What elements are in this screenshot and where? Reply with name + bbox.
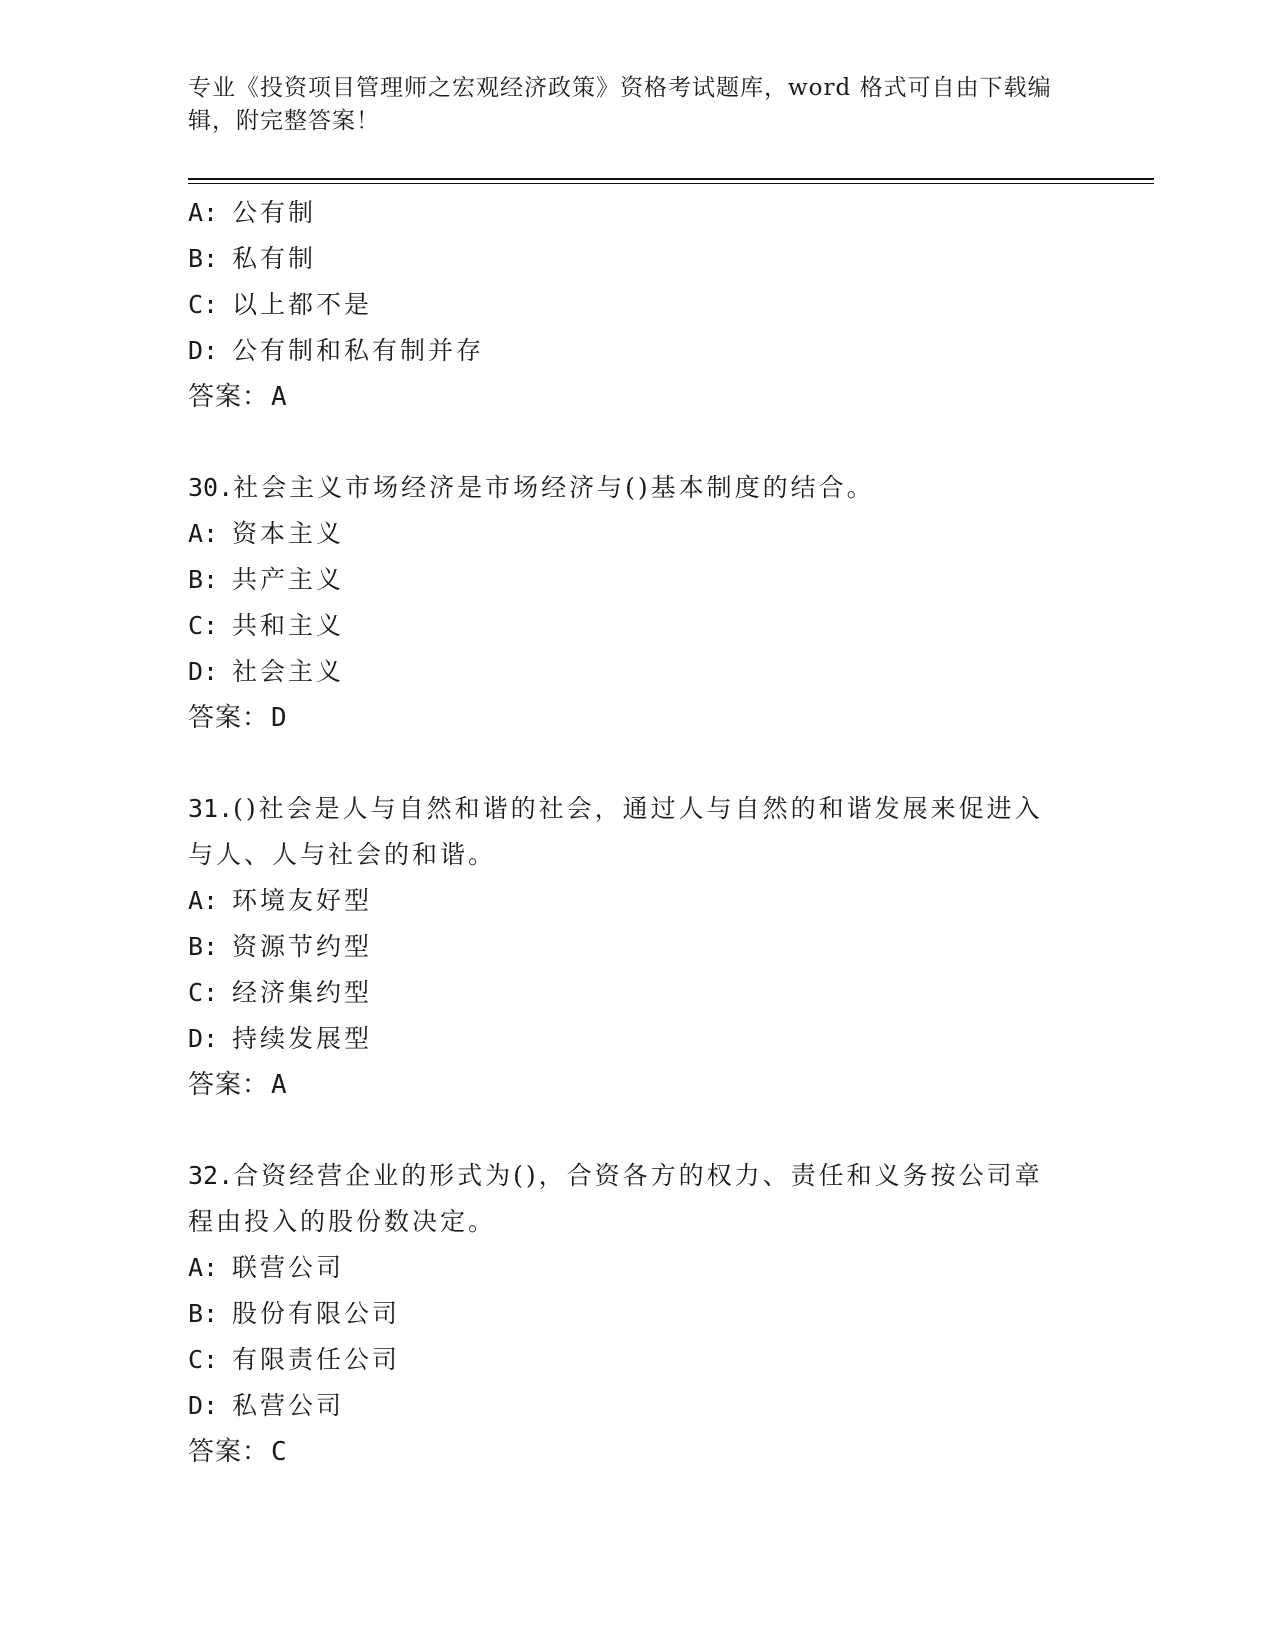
question-stem-line-1: 社会主义市场经济是市场经济与()基本制度的结合。 [233,473,875,502]
answer-label: 答案： [188,382,270,412]
question-block-31 [188,786,1088,1108]
question-number: 30. [188,473,234,502]
option-b [188,1291,1088,1337]
option-a [188,1245,1088,1291]
option-text: 公有制 [232,198,317,227]
header-divider-thin [188,183,1154,184]
option-c [188,970,1088,1016]
option-key: B: [188,565,219,594]
spacer [188,1108,1088,1153]
option-text: 股份有限公司 [232,1299,401,1328]
question-stem-line-1: ()社会是人与自然和谐的社会，通过人与自然的和谐发展来促进入 [233,794,1043,823]
question-stem-row-1 [188,1153,1088,1199]
option-d [188,328,1088,374]
question-block-30 [188,465,1088,741]
question-stem-row-1 [188,786,1088,832]
answer-line [188,1429,1088,1475]
option-c [188,603,1088,649]
option-key: A: [188,198,219,227]
option-key: A: [188,519,219,548]
answer-value: D [271,703,288,733]
question-stem [188,465,1088,511]
document-header [188,72,1068,138]
option-d [188,649,1088,695]
option-text: 共和主义 [232,611,345,640]
option-d [188,1016,1088,1062]
option-key: D: [188,1391,219,1420]
option-a [188,190,1088,236]
option-key: C: [188,1345,219,1374]
answer-value: A [271,382,288,412]
question-stem [188,786,1088,878]
question-number: 32. [188,1161,234,1190]
question-stem-line-2: 与人、人与社会的和谐。 [188,840,497,869]
question-stem [188,1153,1088,1245]
option-key: D: [188,336,219,365]
option-text: 私有制 [232,244,317,273]
answer-line [188,1062,1088,1108]
option-text: 持续发展型 [232,1024,373,1053]
option-d [188,1383,1088,1429]
question-block-32 [188,1153,1088,1475]
option-key: B: [188,932,219,961]
question-list [188,190,1088,1475]
option-text: 共产主义 [232,565,345,594]
option-text: 环境友好型 [232,886,373,915]
option-key: C: [188,978,219,1007]
option-text: 资本主义 [232,519,345,548]
option-key: D: [188,657,219,686]
question-stem-line-2: 程由投入的股份数决定。 [188,1207,497,1236]
option-b [188,557,1088,603]
option-b [188,236,1088,282]
option-c [188,1337,1088,1383]
answer-line [188,374,1088,420]
question-stem-line-1: 合资经营企业的形式为()，合资各方的权力、责任和义务按公司章 [233,1161,1043,1190]
option-key: D: [188,1024,219,1053]
option-a [188,878,1088,924]
option-text: 私营公司 [232,1391,345,1420]
option-text: 以上都不是 [232,290,373,319]
option-text: 公有制和私有制并存 [232,336,485,365]
question-block-29 [188,190,1088,420]
option-text: 联营公司 [232,1253,345,1282]
header-line-2: 辑，附完整答案！ [188,108,380,134]
spacer [188,741,1088,786]
option-text: 社会主义 [232,657,345,686]
option-b [188,924,1088,970]
spacer [188,420,1088,465]
header-line-1: 专业《投资项目管理师之宏观经济政策》资格考试题库，word 格式可自由下载编 [188,75,1052,101]
option-key: C: [188,611,219,640]
answer-value: C [271,1437,288,1467]
option-key: C: [188,290,219,319]
option-a [188,511,1088,557]
header-divider-thick [188,178,1154,180]
answer-label: 答案： [188,703,270,733]
option-key: B: [188,244,219,273]
option-text: 有限责任公司 [232,1345,401,1374]
answer-value: A [271,1070,288,1100]
option-text: 经济集约型 [232,978,373,1007]
option-key: A: [188,1253,219,1282]
answer-label: 答案： [188,1070,270,1100]
option-key: A: [188,886,219,915]
answer-line [188,695,1088,741]
question-number: 31. [188,794,234,823]
option-text: 资源节约型 [232,932,373,961]
option-key: B: [188,1299,219,1328]
option-c [188,282,1088,328]
answer-label: 答案： [188,1437,270,1467]
